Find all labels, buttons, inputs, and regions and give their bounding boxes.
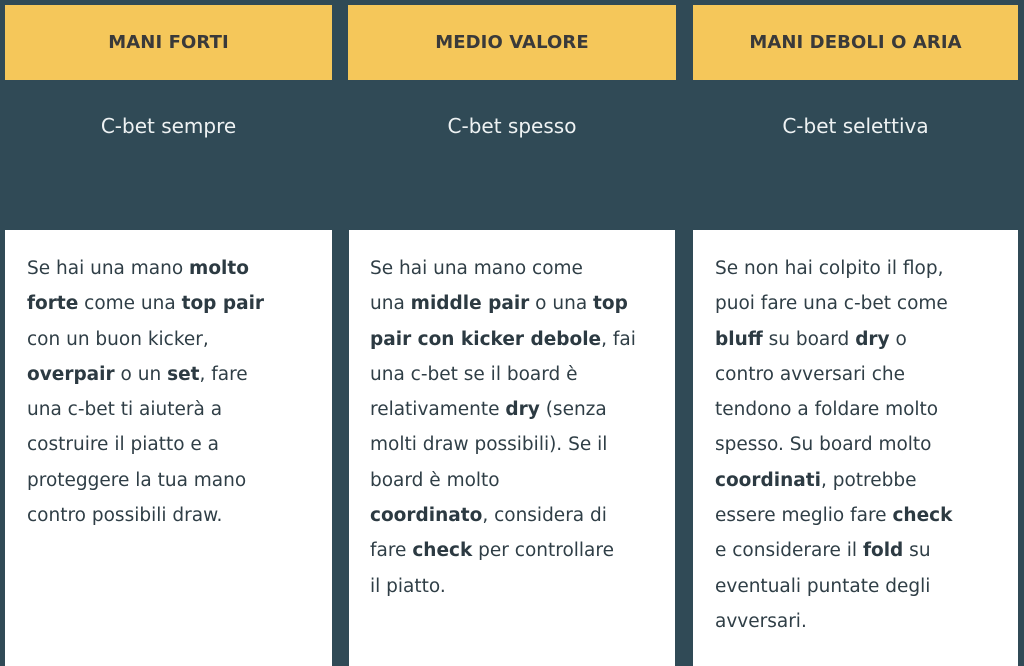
text-segment: fare — [370, 540, 413, 562]
text-segment: costruire il piatto e a — [27, 434, 220, 456]
text-segment: , fai — [601, 328, 636, 350]
text-segment: Se hai una mano — [27, 258, 190, 279]
bold-term: coordinati — [715, 469, 821, 491]
text-segment: essere meglio fare — [715, 505, 893, 527]
text-segment: per controllare — [472, 540, 614, 562]
text-line — [370, 427, 653, 462]
bold-term: overpair — [27, 363, 115, 385]
text-line — [370, 498, 653, 533]
text-segment: con un buon kicker, — [27, 328, 209, 350]
text-segment: puoi fare una c-bet come — [715, 293, 948, 315]
text-segment: contro possibili draw. — [27, 505, 223, 527]
text-segment: su — [903, 540, 931, 562]
bold-term: check — [412, 540, 473, 562]
text-line — [370, 286, 653, 321]
text-segment: Se non hai colpito il flop, — [715, 258, 944, 279]
column-header: MANI FORTI — [5, 5, 332, 80]
bold-term: molto — [189, 258, 249, 279]
text-line — [370, 251, 653, 286]
text-line — [715, 251, 996, 286]
bold-term: dry — [855, 328, 890, 350]
text-segment: una c-bet se il board è — [370, 363, 578, 385]
text-segment: contro avversari che — [715, 363, 905, 385]
column-subheader: C-bet sempre — [0, 86, 337, 223]
text-line — [715, 569, 996, 604]
text-line — [715, 604, 996, 639]
text-line — [715, 498, 996, 533]
column-body — [349, 230, 675, 666]
text-line — [27, 322, 310, 357]
text-line — [370, 463, 653, 498]
text-segment: come una — [78, 293, 182, 315]
text-segment: molti draw possibili). Se il — [370, 434, 608, 456]
column-header: MANI DEBOLI O ARIA — [693, 5, 1018, 80]
text-segment: , potrebbe — [820, 469, 917, 491]
column-subheader: C-bet selettiva — [687, 86, 1024, 223]
text-line — [370, 569, 653, 604]
column-header: MEDIO VALORE — [348, 5, 676, 80]
text-line — [27, 357, 310, 392]
text-line — [27, 498, 310, 533]
text-segment: eventuali puntate degli — [715, 575, 931, 597]
text-line — [715, 357, 996, 392]
bold-term: dry — [505, 399, 540, 421]
text-segment: , fare — [199, 363, 248, 385]
text-segment: relativamente — [370, 399, 506, 421]
text-line — [27, 286, 310, 321]
text-segment: (senza — [539, 399, 607, 421]
text-line — [370, 392, 653, 427]
text-segment: o una — [529, 293, 594, 315]
text-line — [27, 463, 310, 498]
bold-term: coordinato — [370, 505, 483, 527]
bold-term: middle pair — [410, 293, 530, 315]
text-segment: una — [370, 293, 411, 315]
text-segment: board è molto — [370, 469, 500, 491]
bold-term: set — [167, 363, 200, 385]
bold-term: fold — [862, 540, 904, 562]
text-segment: avversari. — [715, 610, 807, 632]
bold-term: top — [593, 293, 628, 315]
text-segment: una c-bet ti aiuterà a — [27, 399, 223, 421]
bold-term: check — [892, 505, 953, 527]
column-body — [693, 230, 1018, 666]
text-segment: spesso. Su board molto — [715, 434, 932, 456]
text-line — [370, 322, 653, 357]
text-segment: o un — [114, 363, 168, 385]
bold-term: pair con kicker debole — [370, 328, 602, 350]
text-segment: proteggere la tua mano — [27, 469, 247, 491]
text-line — [370, 357, 653, 392]
bold-term: top pair — [181, 293, 265, 315]
text-line — [27, 392, 310, 427]
text-line — [370, 533, 653, 568]
text-line — [715, 427, 996, 462]
column-subheader: C-bet spesso — [342, 86, 682, 223]
column-body — [5, 230, 332, 666]
text-segment: e considerare il — [715, 540, 863, 562]
text-line — [27, 427, 310, 462]
text-segment: , considera di — [482, 505, 607, 527]
text-line — [715, 533, 996, 568]
text-segment: su board — [762, 328, 856, 350]
text-segment: Se hai una mano come — [370, 258, 583, 279]
text-line — [715, 392, 996, 427]
text-line — [715, 463, 996, 498]
text-segment: tendono a foldare molto — [715, 399, 939, 421]
bold-term: forte — [27, 293, 79, 315]
text-segment: il piatto. — [370, 575, 446, 597]
bold-term: bluff — [715, 328, 763, 350]
text-line — [715, 322, 996, 357]
text-line — [27, 251, 310, 286]
text-line — [715, 286, 996, 321]
text-segment: o — [889, 328, 907, 350]
